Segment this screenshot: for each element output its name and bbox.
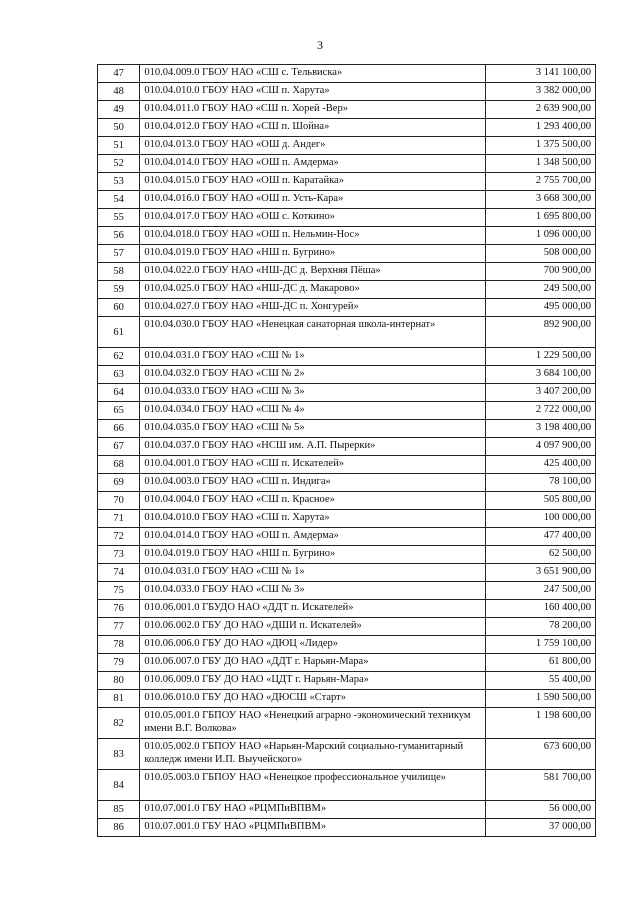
- institution-name-cell: 010.04.001.0 ГБОУ НАО «СШ п. Искателей»: [140, 456, 486, 474]
- amount-cell: 892 900,00: [486, 317, 596, 348]
- institution-name-cell: 010.04.009.0 ГБОУ НАО «СШ с. Тельвиска»: [140, 65, 486, 83]
- table-row: [98, 155, 596, 173]
- table-row: [98, 281, 596, 299]
- amount-cell: 37 000,00: [486, 819, 596, 837]
- table-row: [98, 438, 596, 456]
- table-row: [98, 83, 596, 101]
- institution-name-cell: 010.04.032.0 ГБОУ НАО «СШ № 2»: [140, 366, 486, 384]
- table-row: [98, 191, 596, 209]
- row-number-cell: 61: [98, 317, 140, 348]
- institution-name-cell: 010.04.017.0 ГБОУ НАО «ОШ с. Коткино»: [140, 209, 486, 227]
- table-row: [98, 739, 596, 770]
- row-number-cell: 50: [98, 119, 140, 137]
- institution-name-cell: 010.04.010.0 ГБОУ НАО «СШ п. Харута»: [140, 83, 486, 101]
- amount-cell: 581 700,00: [486, 770, 596, 801]
- amount-cell: 3 198 400,00: [486, 420, 596, 438]
- table-row: [98, 564, 596, 582]
- institution-name-cell: 010.04.033.0 ГБОУ НАО «СШ № 3»: [140, 384, 486, 402]
- row-number-cell: 72: [98, 528, 140, 546]
- table-row: [98, 708, 596, 739]
- amount-cell: 62 500,00: [486, 546, 596, 564]
- institution-name-cell: 010.05.002.0 ГБПОУ НАО «Нарьян-Марский социально-гуманитарный колледж имени И.П. Выучейского»: [140, 739, 486, 770]
- row-number-cell: 65: [98, 402, 140, 420]
- row-number-cell: 80: [98, 672, 140, 690]
- amount-cell: 3 684 100,00: [486, 366, 596, 384]
- amount-cell: 1 096 000,00: [486, 227, 596, 245]
- institution-name-cell: 010.04.011.0 ГБОУ НАО «СШ п. Хорей -Вер»: [140, 101, 486, 119]
- institution-name-cell: 010.04.034.0 ГБОУ НАО «СШ № 4»: [140, 402, 486, 420]
- table-row: [98, 119, 596, 137]
- table-row: [98, 801, 596, 819]
- table-row: [98, 546, 596, 564]
- table-row: [98, 654, 596, 672]
- amount-cell: 1 695 800,00: [486, 209, 596, 227]
- amount-cell: 505 800,00: [486, 492, 596, 510]
- row-number-cell: 69: [98, 474, 140, 492]
- row-number-cell: 79: [98, 654, 140, 672]
- institution-name-cell: 010.06.006.0 ГБУ ДО НАО «ДЮЦ «Лидер»: [140, 636, 486, 654]
- amount-cell: 100 000,00: [486, 510, 596, 528]
- institution-name-cell: 010.06.002.0 ГБУ ДО НАО «ДШИ п. Искателей»: [140, 618, 486, 636]
- amount-cell: 247 500,00: [486, 582, 596, 600]
- institution-name-cell: 010.04.010.0 ГБОУ НАО «СШ п. Харута»: [140, 510, 486, 528]
- amount-cell: 508 000,00: [486, 245, 596, 263]
- row-number-cell: 47: [98, 65, 140, 83]
- amount-cell: 3 382 000,00: [486, 83, 596, 101]
- table-row: [98, 402, 596, 420]
- table-row: [98, 672, 596, 690]
- row-number-cell: 64: [98, 384, 140, 402]
- institution-name-cell: 010.04.012.0 ГБОУ НАО «СШ п. Шойна»: [140, 119, 486, 137]
- row-number-cell: 83: [98, 739, 140, 770]
- institution-name-cell: 010.04.015.0 ГБОУ НАО «ОШ п. Каратайка»: [140, 173, 486, 191]
- institution-name-cell: 010.04.031.0 ГБОУ НАО «СШ № 1»: [140, 564, 486, 582]
- page-number: 3: [317, 38, 323, 52]
- budget-table: [97, 64, 596, 837]
- amount-cell: 249 500,00: [486, 281, 596, 299]
- institution-name-cell: 010.04.003.0 ГБОУ НАО «СШ п. Индига»: [140, 474, 486, 492]
- institution-name-cell: 010.04.004.0 ГБОУ НАО «СШ п. Красное»: [140, 492, 486, 510]
- row-number-cell: 74: [98, 564, 140, 582]
- table-row: [98, 474, 596, 492]
- amount-cell: 55 400,00: [486, 672, 596, 690]
- amount-cell: 160 400,00: [486, 600, 596, 618]
- row-number-cell: 67: [98, 438, 140, 456]
- row-number-cell: 86: [98, 819, 140, 837]
- table-row: [98, 618, 596, 636]
- amount-cell: 3 651 900,00: [486, 564, 596, 582]
- row-number-cell: 76: [98, 600, 140, 618]
- row-number-cell: 51: [98, 137, 140, 155]
- row-number-cell: 52: [98, 155, 140, 173]
- amount-cell: 495 000,00: [486, 299, 596, 317]
- amount-cell: 3 141 100,00: [486, 65, 596, 83]
- amount-cell: 78 100,00: [486, 474, 596, 492]
- table-row: [98, 137, 596, 155]
- institution-name-cell: 010.04.033.0 ГБОУ НАО «СШ № 3»: [140, 582, 486, 600]
- row-number-cell: 85: [98, 801, 140, 819]
- row-number-cell: 48: [98, 83, 140, 101]
- institution-name-cell: 010.04.019.0 ГБОУ НАО «НШ п. Бугрино»: [140, 245, 486, 263]
- institution-name-cell: 010.06.007.0 ГБУ ДО НАО «ДДТ г. Нарьян-Мара»: [140, 654, 486, 672]
- row-number-cell: 70: [98, 492, 140, 510]
- row-number-cell: 55: [98, 209, 140, 227]
- table-row: [98, 65, 596, 83]
- amount-cell: 700 900,00: [486, 263, 596, 281]
- row-number-cell: 66: [98, 420, 140, 438]
- row-number-cell: 63: [98, 366, 140, 384]
- institution-name-cell: 010.04.016.0 ГБОУ НАО «ОШ п. Усть-Кара»: [140, 191, 486, 209]
- row-number-cell: 78: [98, 636, 140, 654]
- row-number-cell: 57: [98, 245, 140, 263]
- table-row: [98, 819, 596, 837]
- institution-name-cell: 010.07.001.0 ГБУ НАО «РЦМПиВПВМ»: [140, 801, 486, 819]
- amount-cell: 673 600,00: [486, 739, 596, 770]
- institution-name-cell: 010.04.025.0 ГБОУ НАО «НШ-ДС д. Макарово»: [140, 281, 486, 299]
- row-number-cell: 81: [98, 690, 140, 708]
- amount-cell: 1 198 600,00: [486, 708, 596, 739]
- amount-cell: 1 293 400,00: [486, 119, 596, 137]
- institution-name-cell: 010.06.009.0 ГБУ ДО НАО «ЦДТ г. Нарьян-Мара»: [140, 672, 486, 690]
- table-row: [98, 299, 596, 317]
- amount-cell: 1 759 100,00: [486, 636, 596, 654]
- amount-cell: 1 590 500,00: [486, 690, 596, 708]
- institution-name-cell: 010.04.014.0 ГБОУ НАО «ОШ п. Амдерма»: [140, 155, 486, 173]
- table-row: [98, 420, 596, 438]
- row-number-cell: 60: [98, 299, 140, 317]
- amount-cell: 61 800,00: [486, 654, 596, 672]
- institution-name-cell: 010.06.010.0 ГБУ ДО НАО «ДЮСШ «Старт»: [140, 690, 486, 708]
- amount-cell: 1 229 500,00: [486, 348, 596, 366]
- institution-name-cell: 010.07.001.0 ГБУ НАО «РЦМПиВПВМ»: [140, 819, 486, 837]
- row-number-cell: 62: [98, 348, 140, 366]
- table-row: [98, 384, 596, 402]
- table-row: [98, 263, 596, 281]
- table-row: [98, 510, 596, 528]
- institution-name-cell: 010.04.018.0 ГБОУ НАО «ОШ п. Нельмин-Нос»: [140, 227, 486, 245]
- table-row: [98, 636, 596, 654]
- institution-name-cell: 010.04.019.0 ГБОУ НАО «НШ п. Бугрино»: [140, 546, 486, 564]
- institution-name-cell: 010.04.013.0 ГБОУ НАО «ОШ д. Андег»: [140, 137, 486, 155]
- table-row: [98, 528, 596, 546]
- row-number-cell: 53: [98, 173, 140, 191]
- table-row: [98, 600, 596, 618]
- table-row: [98, 366, 596, 384]
- table-row: [98, 456, 596, 474]
- row-number-cell: 82: [98, 708, 140, 739]
- institution-name-cell: 010.04.031.0 ГБОУ НАО «СШ № 1»: [140, 348, 486, 366]
- row-number-cell: 58: [98, 263, 140, 281]
- amount-cell: 2 639 900,00: [486, 101, 596, 119]
- row-number-cell: 77: [98, 618, 140, 636]
- institution-name-cell: 010.04.030.0 ГБОУ НАО «Ненецкая санаторная школа-интернат»: [140, 317, 486, 348]
- institution-name-cell: 010.04.027.0 ГБОУ НАО «НШ-ДС п. Хонгурей»: [140, 299, 486, 317]
- institution-name-cell: 010.04.037.0 ГБОУ НАО «НСШ им. А.П. Пырерки»: [140, 438, 486, 456]
- row-number-cell: 54: [98, 191, 140, 209]
- institution-name-cell: 010.04.035.0 ГБОУ НАО «СШ № 5»: [140, 420, 486, 438]
- table-row: [98, 101, 596, 119]
- table-row: [98, 582, 596, 600]
- row-number-cell: 56: [98, 227, 140, 245]
- row-number-cell: 68: [98, 456, 140, 474]
- table-row: [98, 227, 596, 245]
- institution-name-cell: 010.05.003.0 ГБПОУ НАО «Ненецкое профессиональное училище»: [140, 770, 486, 801]
- amount-cell: 2 755 700,00: [486, 173, 596, 191]
- institution-name-cell: 010.06.001.0 ГБУДО НАО «ДДТ п. Искателей»: [140, 600, 486, 618]
- row-number-cell: 75: [98, 582, 140, 600]
- institution-name-cell: 010.05.001.0 ГБПОУ НАО «Ненецкий аграрно -экономический техникум имени В.Г. Волкова»: [140, 708, 486, 739]
- amount-cell: 2 722 000,00: [486, 402, 596, 420]
- amount-cell: 4 097 900,00: [486, 438, 596, 456]
- row-number-cell: 49: [98, 101, 140, 119]
- amount-cell: 78 200,00: [486, 618, 596, 636]
- institution-name-cell: 010.04.014.0 ГБОУ НАО «ОШ п. Амдерма»: [140, 528, 486, 546]
- row-number-cell: 59: [98, 281, 140, 299]
- table-body: [98, 65, 596, 837]
- amount-cell: 1 375 500,00: [486, 137, 596, 155]
- table-row: [98, 492, 596, 510]
- row-number-cell: 73: [98, 546, 140, 564]
- table-row: [98, 770, 596, 801]
- amount-cell: 477 400,00: [486, 528, 596, 546]
- table-row: [98, 209, 596, 227]
- table-row: [98, 348, 596, 366]
- amount-cell: 56 000,00: [486, 801, 596, 819]
- amount-cell: 1 348 500,00: [486, 155, 596, 173]
- table-row: [98, 245, 596, 263]
- table-row: [98, 173, 596, 191]
- table-row: [98, 690, 596, 708]
- amount-cell: 3 668 300,00: [486, 191, 596, 209]
- institution-name-cell: 010.04.022.0 ГБОУ НАО «НШ-ДС д. Верхняя Пёша»: [140, 263, 486, 281]
- amount-cell: 425 400,00: [486, 456, 596, 474]
- amount-cell: 3 407 200,00: [486, 384, 596, 402]
- row-number-cell: 84: [98, 770, 140, 801]
- table-row: [98, 317, 596, 348]
- row-number-cell: 71: [98, 510, 140, 528]
